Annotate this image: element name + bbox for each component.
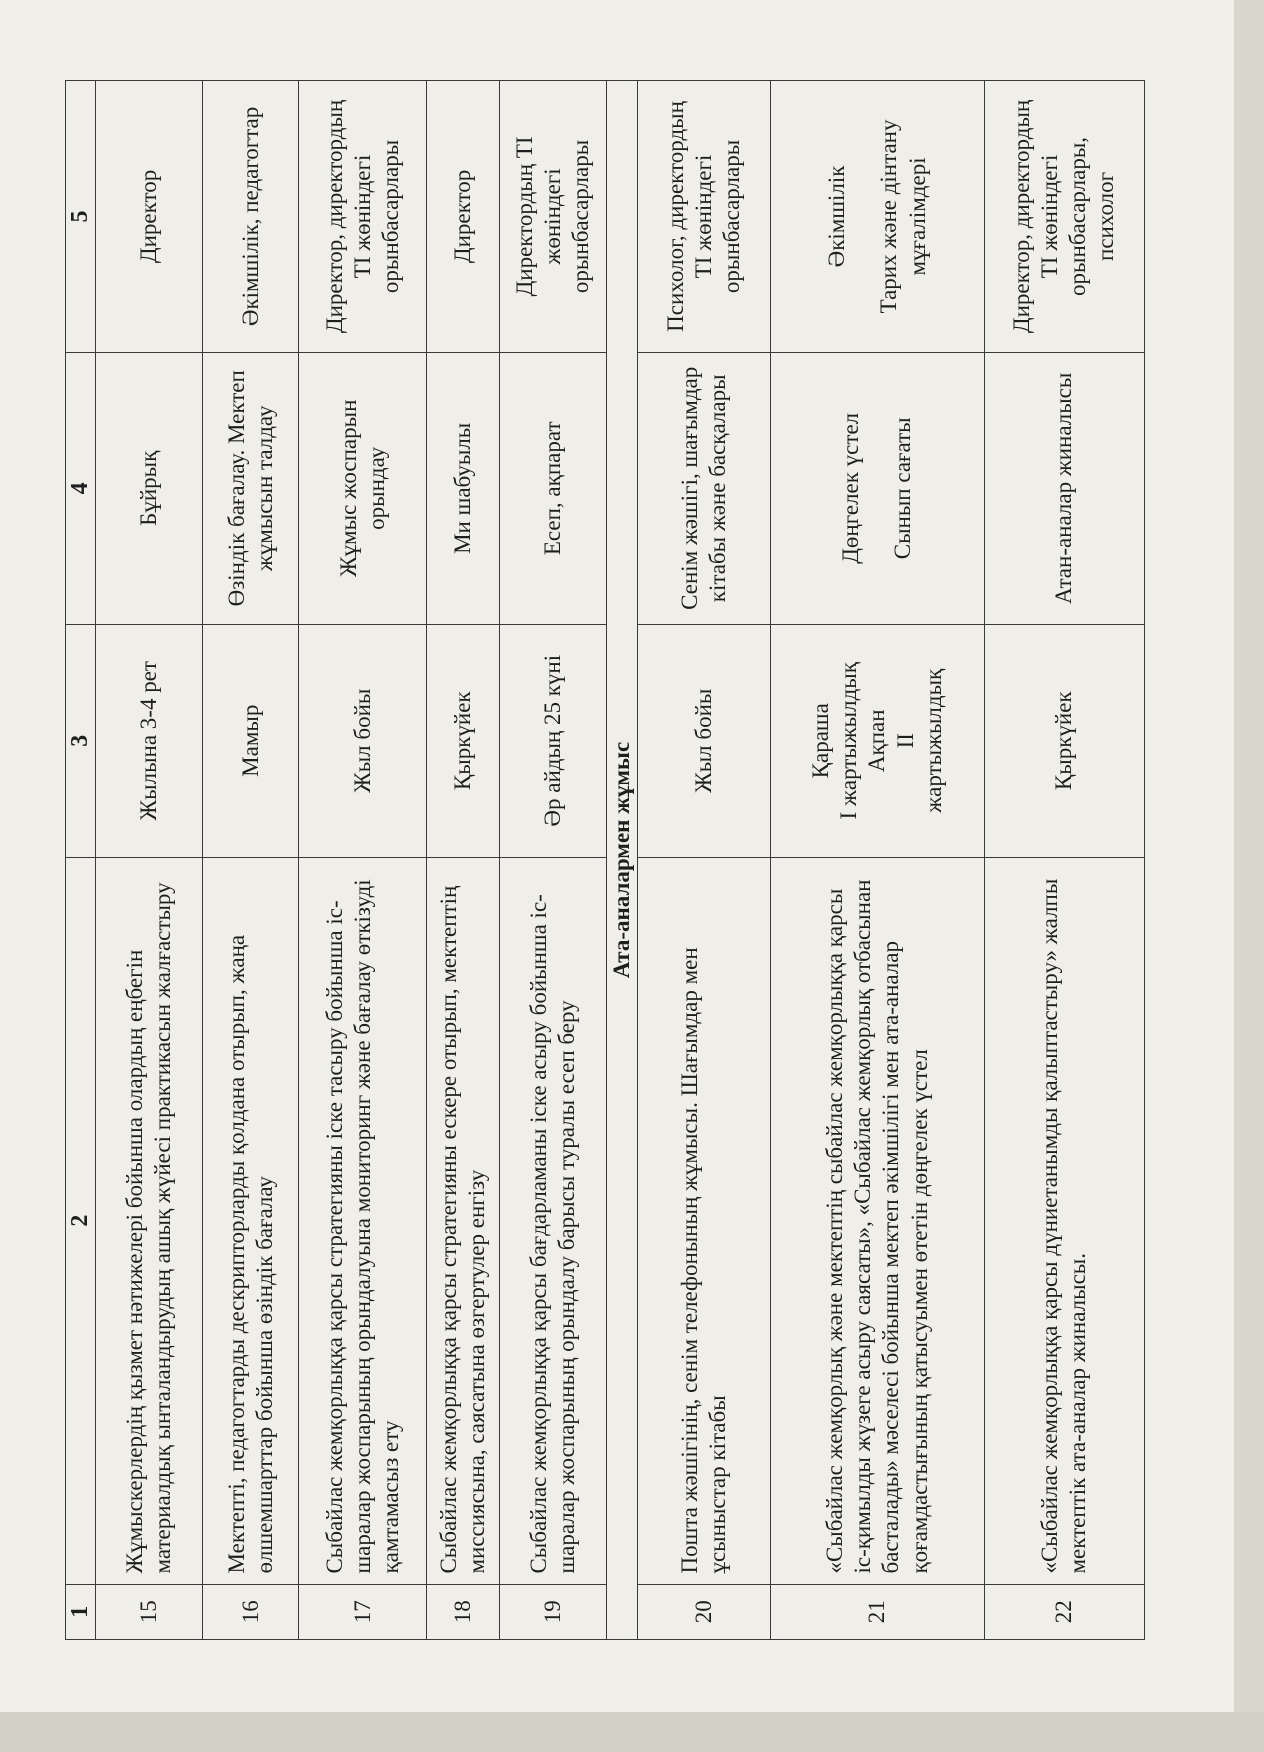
table-row	[96, 81, 203, 1640]
row-number: 17	[299, 1584, 427, 1639]
when-cell: Қыркүйек	[984, 624, 1144, 857]
scan-edge-bottom	[0, 1712, 1264, 1752]
action-cell: Пошта жәшігінің, сенім телефонының жұмысы. Шағымдар мен ұсыныстар кітабы	[637, 857, 770, 1584]
responsible-cell: Әкімшілік, педагогтар	[203, 81, 299, 353]
scan-edge-right	[1234, 0, 1264, 1752]
table-row	[299, 81, 427, 1640]
form-line: Дөңгелек үстел	[838, 412, 864, 564]
when-line: Ақпан	[864, 709, 890, 773]
row-number: 18	[427, 1584, 500, 1639]
when-cell: Мамыр	[203, 624, 299, 857]
header-col-3: 3	[66, 624, 96, 857]
table-row	[427, 81, 500, 1640]
action-cell: «Сыбайлас жемқорлық және мектептің сыбайлас жемқорлыққа қарсы іс-қимылды жүзеге асыру саясаты», «Сыбайлас жемқорлық отбасынан басталады» мәселесі бойынша мектеп әкімшілігі мен ата-аналар қоғамдастығының қатысуымен өтетін дөңгелек үстел	[771, 857, 985, 1584]
form-cell: Сенім жәшігі, шағымдар кітабы және басқалары	[637, 352, 770, 624]
table-row	[203, 81, 299, 1640]
table-row	[637, 81, 770, 1640]
section-title: Ата-аналармен жұмыс	[606, 81, 637, 1640]
form-cell	[771, 352, 985, 624]
action-cell: «Сыбайлас жемқорлыққа қарсы дүниетанымды қалыптастыру» жалпы мектептік ата-аналар жиналысы.	[984, 857, 1144, 1584]
form-cell: Атан-аналар жиналысы	[984, 352, 1144, 624]
form-cell: Жұмыс жоспарын орындау	[299, 352, 427, 624]
row-number: 21	[771, 1584, 985, 1639]
form-cell: Бұйрық	[96, 352, 203, 624]
when-cell: Жылына 3-4 рет	[96, 624, 203, 857]
action-cell: Сыбайлас жемқорлыққа қарсы стратегияны ескере отырып, мектептің миссиясына, саясатына өзгертулер енгізу	[427, 857, 500, 1584]
header-row	[66, 81, 96, 1640]
table-row	[984, 81, 1144, 1640]
action-cell: Сыбайлас жемқорлыққа қарсы стратегияны іске тасыру бойынша іс-шаралар жоспарының орындалуына мониторинг және бағалау өткізуді қамтамасыз ету	[299, 857, 427, 1584]
responsible-cell: Директордың ТІ жөніндегі орынбасарлары	[499, 81, 606, 353]
action-cell: Сыбайлас жемқорлыққа қарсы бағдарламаны іске асыру бойынша іс-шаралар жоспарының орындалу барысы туралы есеп беру	[499, 857, 606, 1584]
form-cell: Өзіндік бағалау. Мектеп жұмысын талдау	[203, 352, 299, 624]
action-cell: Мектепті, педагогтарды дескрипторларды қолдана отырып, жаңа өлшемшарттар бойынша өзіндік бағалау	[203, 857, 299, 1584]
row-number: 20	[637, 1584, 770, 1639]
table-row	[499, 81, 606, 1640]
form-cell: Есеп, ақпарат	[499, 352, 606, 624]
responsible-line: Тарих және дінтану мұғалімдері	[876, 119, 930, 314]
responsible-cell: Психолог, директордың ТІ жөніндегі орынбасарлары	[637, 81, 770, 353]
when-cell	[771, 624, 985, 857]
section-header-row	[606, 81, 637, 1640]
when-line: І жартыжылдық	[836, 662, 862, 820]
form-line: Сынып сағаты	[890, 417, 916, 560]
responsible-line: Әкімшілік	[824, 165, 850, 268]
responsible-cell: Директор	[96, 81, 203, 353]
action-cell: Жұмыскерлердің қызмет нәтижелері бойынша олардың еңбегін материалдық ынталандырудың ашық жүйесі практикасын жалғастыру	[96, 857, 203, 1584]
form-cell: Ми шабуылы	[427, 352, 500, 624]
responsible-cell: Директор, директордың ТІ жөніндегі орынбасарлары	[299, 81, 427, 353]
responsible-cell	[771, 81, 985, 353]
when-cell: Жыл бойы	[299, 624, 427, 857]
responsible-cell: Директор	[427, 81, 500, 353]
header-col-4: 4	[66, 352, 96, 624]
when-cell: Жыл бойы	[637, 624, 770, 857]
header-col-2: 2	[66, 857, 96, 1584]
row-number: 22	[984, 1584, 1144, 1639]
header-col-5: 5	[66, 81, 96, 353]
when-line: жартыжылдық	[920, 668, 946, 813]
when-line: ІІ	[892, 733, 918, 749]
row-number: 15	[96, 1584, 203, 1639]
when-cell: Әр айдың 25 күні	[499, 624, 606, 857]
responsible-cell: Директор, директордың ТІ жөніндегі орынбасарлары, психолог	[984, 81, 1144, 353]
when-line: Қараша	[808, 703, 834, 779]
table-row	[771, 81, 985, 1640]
row-number: 16	[203, 1584, 299, 1639]
rotated-document-page	[65, 80, 1145, 1640]
row-number: 19	[499, 1584, 606, 1639]
header-col-1: 1	[66, 1584, 96, 1639]
plan-table	[65, 80, 1145, 1640]
when-cell: Қыркүйек	[427, 624, 500, 857]
